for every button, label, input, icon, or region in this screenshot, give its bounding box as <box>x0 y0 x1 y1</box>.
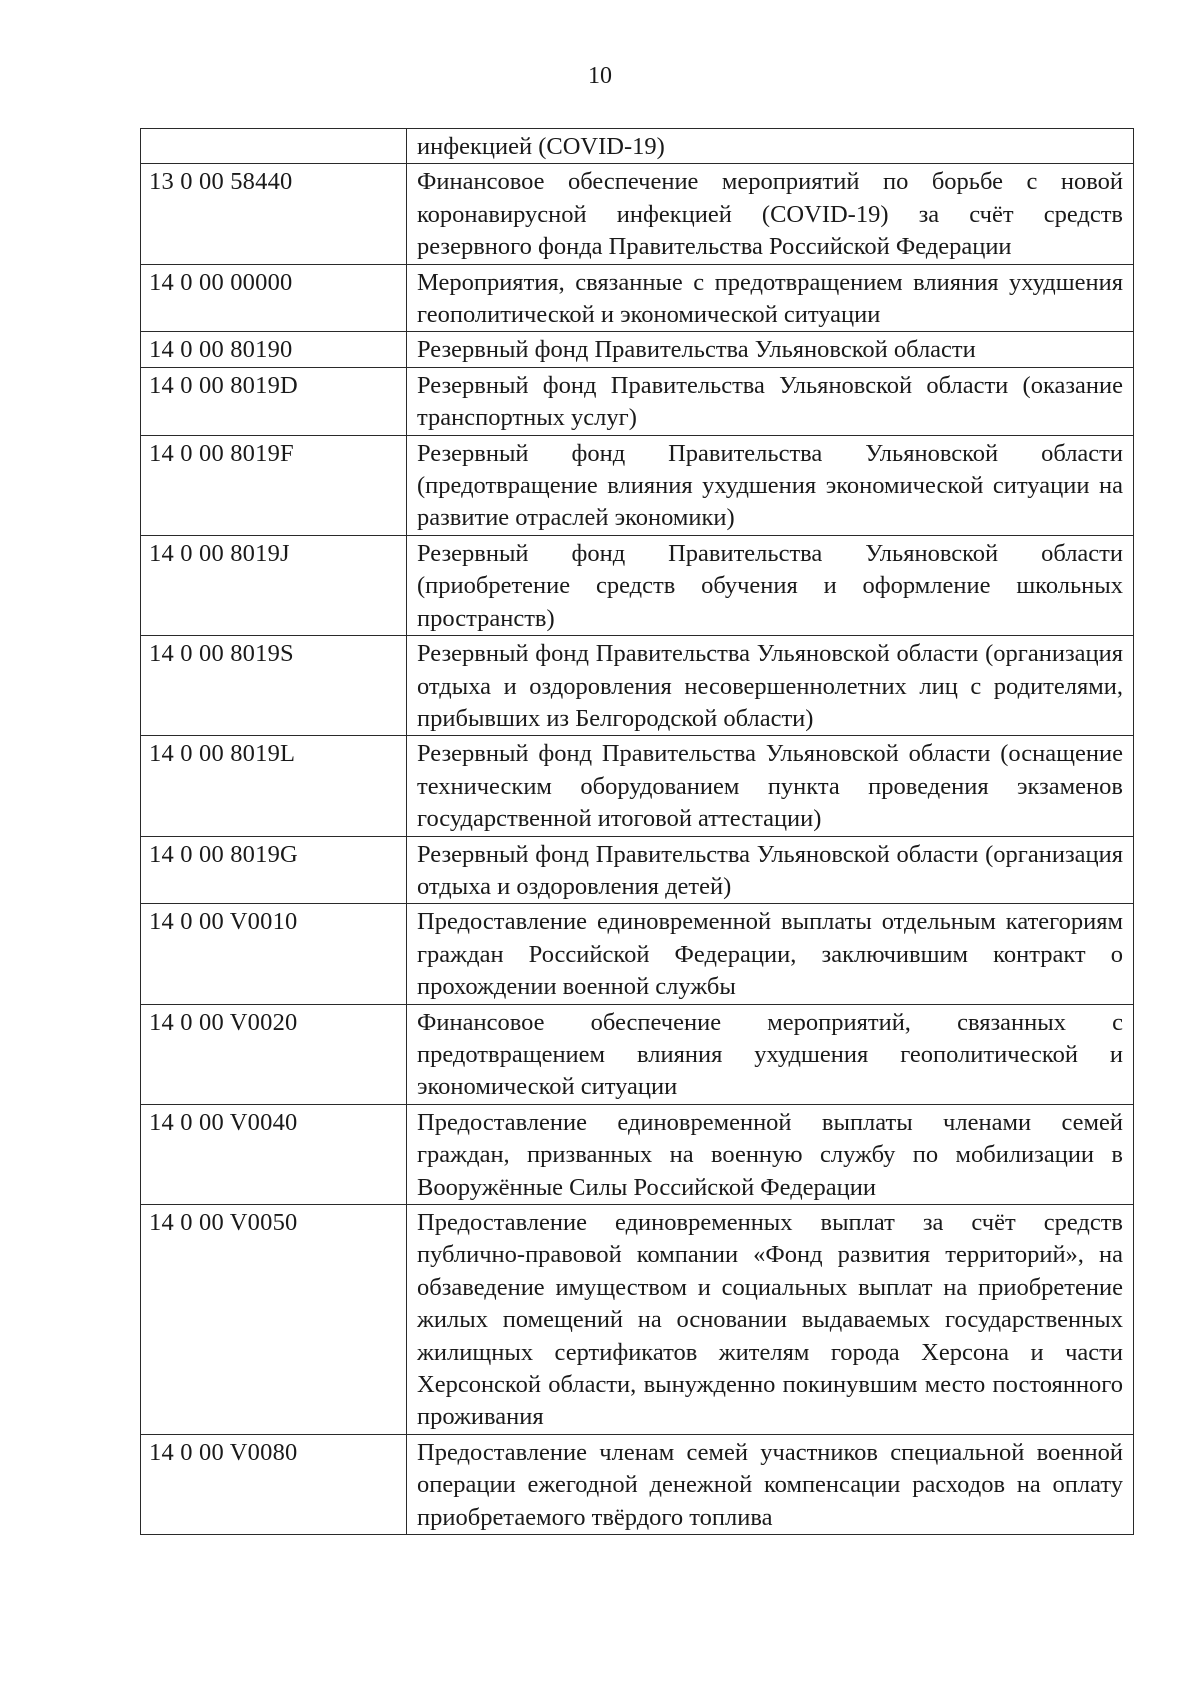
code-cell: 14 0 00 V0010 <box>141 904 407 1004</box>
code-cell: 14 0 00 V0050 <box>141 1205 407 1435</box>
table-row <box>141 736 1134 836</box>
code-cell: 14 0 00 00000 <box>141 264 407 332</box>
description-cell: Резервный фонд Правительства Ульяновской области (предотвращение влияния ухудшения экономической ситуации на развитие отраслей экономики) <box>407 435 1134 535</box>
table-row <box>141 1434 1134 1534</box>
description-cell: Предоставление единовременной выплаты членами семей граждан, призванных на военную службу по мобилизации в Вооружённые Силы Российской Федерации <box>407 1104 1134 1204</box>
table-row <box>141 904 1134 1004</box>
description-cell: Предоставление единовременной выплаты отдельным категориям граждан Российской Федерации, заключившим контракт о прохождении военной службы <box>407 904 1134 1004</box>
code-cell: 14 0 00 80190 <box>141 332 407 367</box>
description-cell: Предоставление членам семей участников специальной военной операции ежегодной денежной компенсации расходов на оплату приобретаемого твёрдого топлива <box>407 1434 1134 1534</box>
code-cell: 14 0 00 8019S <box>141 636 407 736</box>
description-cell: Резервный фонд Правительства Ульяновской области (организация отдыха и оздоровления детей) <box>407 836 1134 904</box>
code-cell: 14 0 00 8019D <box>141 367 407 435</box>
code-cell: 14 0 00 8019L <box>141 736 407 836</box>
table-row <box>141 164 1134 264</box>
code-cell: 14 0 00 V0080 <box>141 1434 407 1534</box>
description-cell: Предоставление единовременных выплат за счёт средств публично-правовой компании «Фонд развития территорий», на обзаведение имуществом и социальных выплат на приобретение жилых помещений на основании выдаваемых государственных жилищных сертификатов жителям города Херсона и части Херсонской области, вынужденно покинувшим место постоянного проживания <box>407 1205 1134 1435</box>
table-row <box>141 535 1134 635</box>
table-row <box>141 636 1134 736</box>
table-row <box>141 332 1134 367</box>
table-row <box>141 836 1134 904</box>
description-cell: Резервный фонд Правительства Ульяновской области (приобретение средств обучения и оформление школьных пространств) <box>407 535 1134 635</box>
table-row <box>141 1104 1134 1204</box>
description-cell: Финансовое обеспечение мероприятий по борьбе с новой коронавирусной инфекцией (COVID-19) за счёт средств резервного фонда Правительства Российской Федерации <box>407 164 1134 264</box>
code-cell: 14 0 00 V0020 <box>141 1004 407 1104</box>
code-cell: 14 0 00 8019J <box>141 535 407 635</box>
table-row <box>141 367 1134 435</box>
table-row <box>141 1004 1134 1104</box>
code-cell: 14 0 00 8019F <box>141 435 407 535</box>
description-cell: Резервный фонд Правительства Ульяновской области (оказание транспортных услуг) <box>407 367 1134 435</box>
description-cell: Резервный фонд Правительства Ульяновской области <box>407 332 1134 367</box>
table-row <box>141 264 1134 332</box>
description-cell: Резервный фонд Правительства Ульяновской области (организация отдыха и оздоровления несовершеннолетних лиц с родителями, прибывших из Белгородской области) <box>407 636 1134 736</box>
code-cell <box>141 129 407 164</box>
table-row <box>141 129 1134 164</box>
table-row <box>141 435 1134 535</box>
page-number: 10 <box>588 63 612 89</box>
description-cell: инфекцией (COVID-19) <box>407 129 1134 164</box>
table-row <box>141 1205 1134 1435</box>
budget-classification-table <box>140 128 1134 1535</box>
description-cell: Финансовое обеспечение мероприятий, связанных с предотвращением влияния ухудшения геополитической и экономической ситуации <box>407 1004 1134 1104</box>
code-cell: 14 0 00 8019G <box>141 836 407 904</box>
description-cell: Мероприятия, связанные с предотвращением влияния ухудшения геополитической и экономической ситуации <box>407 264 1134 332</box>
description-cell: Резервный фонд Правительства Ульяновской области (оснащение техническим оборудованием пункта проведения экзаменов государственной итоговой аттестации) <box>407 736 1134 836</box>
code-cell: 13 0 00 58440 <box>141 164 407 264</box>
code-cell: 14 0 00 V0040 <box>141 1104 407 1204</box>
